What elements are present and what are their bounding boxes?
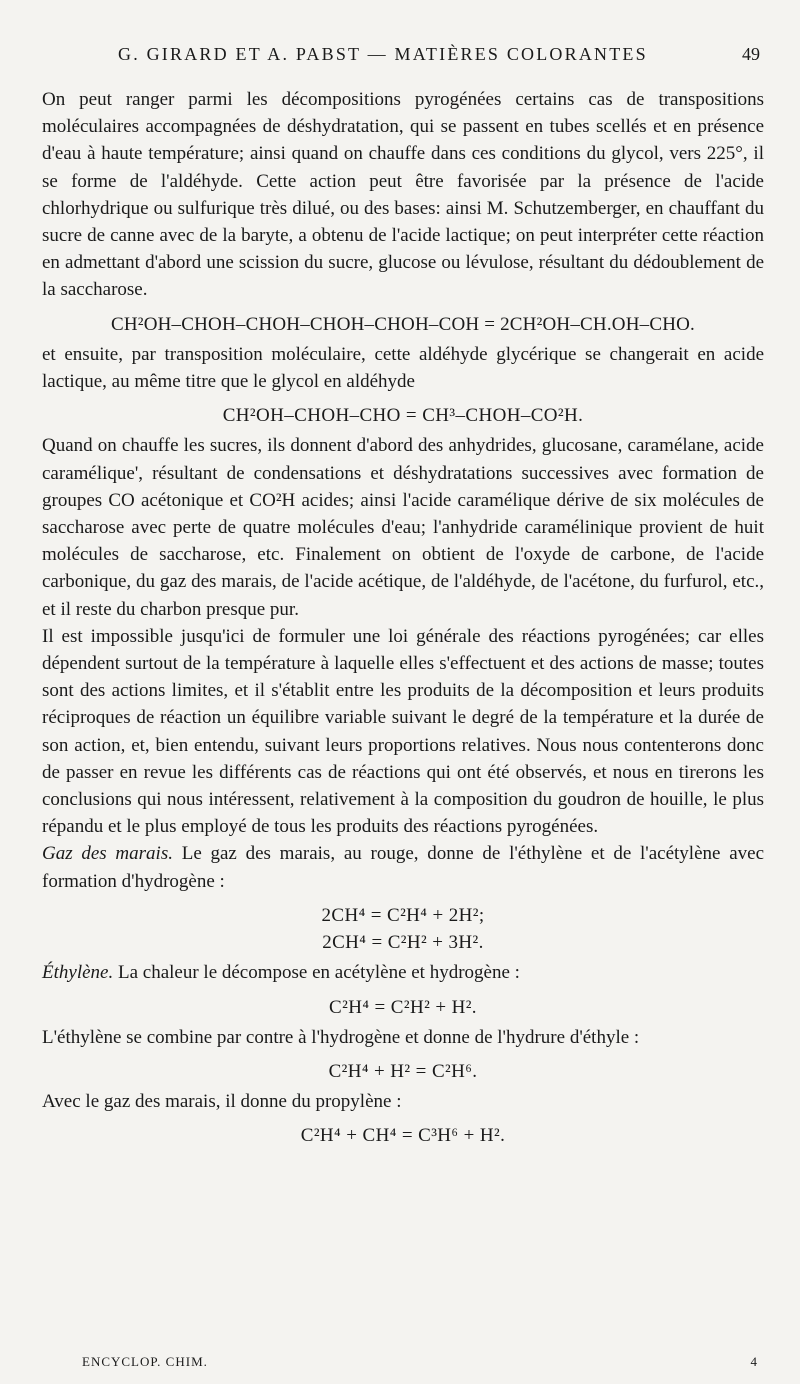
equation-sugar-split: CH²OH–CHOH–CHOH–CHOH–CHOH–COH = 2CH²OH–CH.OH–CHO.: [111, 313, 695, 335]
equation-methane-1: 2CH⁴ = C²H⁴ + 2H²;: [321, 904, 485, 926]
footer-signature: ENCYCLOP. CHIM.: [82, 1354, 208, 1369]
paragraph-3: Quand on chauffe les sucres, ils donnent d'abord des anhydrides, glucosane, caramélane, acide caramélique', résultant de condensations et déshydratations successives avec formation de groupes CO acétonique et CO²H acides; ainsi l'acide caramélique dérive de six molécules de saccharose avec perte de quatre molécules d'eau; l'anhydride caramélinique provient de huit molécules de saccharose, etc. Finalement on obtient de l'oxyde de carbone, de l'acide carbonique, du gaz des marais, de l'acide acétique, de l'aldéhyde, de l'acétone, du furfurol, etc., et il reste du charbon presque pur.: [42, 435, 764, 620]
equation-ethane: C²H⁴ + H² = C²H⁶.: [328, 1060, 478, 1082]
running-header: [118, 44, 760, 65]
paragraph-7: L'éthylène se combine par contre à l'hydrogène et donne de l'hydrure d'éthyle :: [42, 1026, 640, 1048]
equation-propylene: C²H⁴ + CH⁴ = C³H⁶ + H².: [300, 1125, 506, 1147]
equation-ethylene-decomp: C²H⁴ = C²H² + H².: [329, 996, 477, 1018]
paragraph-6: [42, 959, 764, 986]
paragraph-4: Il est impossible jusqu'ici de formuler une loi générale des réactions pyrogénées; car elles dépendent surtout de la température à laquelle elles s'effectuent et des actions de masse; toutes sont des actions limites, et il s'établit entre les produits de la décomposition et leurs produits réciproques de réaction un équilibre variable suivant le degré de la température et la durée de son action, et, bien entendu, suivant leurs proportions relatives. Nous nous contenterons donc de passer en revue les différents cas de réactions qui ont été observés, et nous en tirerons les conclusions qui nous intéressent, relativement à la composition du goudron de houille, le plus répandu et le plus employé de tous les produits des réactions pyrogénées.: [42, 625, 764, 838]
section-head-ethylene: Éthylène.: [42, 962, 114, 984]
running-title: G. GIRARD ET A. PABST — MATIÈRES COLORANTES: [118, 44, 648, 64]
paragraph-5-text: Le gaz des marais, au rouge, donne de l'éthylène et de l'acétylène avec formation d'hydrogène :: [42, 843, 764, 892]
paragraph-5: [42, 840, 764, 894]
paragraph-2: et ensuite, par transposition moléculaire, cette aldéhyde glycérique se changerait en acide lactique, au même titre que le glycol en aldéhyde: [42, 343, 764, 393]
equation-methane-2: 2CH⁴ = C²H² + 3H².: [322, 932, 484, 954]
equation-lactic: CH²OH–CHOH–CHO = CH³–CHOH–CO²H.: [222, 405, 584, 427]
page-body: [42, 86, 764, 1153]
footer-sheet-number: 4: [750, 1354, 758, 1369]
paragraph-1: On peut ranger parmi les décompositions pyrogénées certains cas de transpositions moléculaires accompagnées de déshydratation, qui se passent en tubes scellés et en présence d'eau à haute température; ainsi quand on chauffe dans ces conditions du glycol, vers 225°, il se forme de l'aldéhyde. Cette action peut être favorisée par la présence de l'acide chlorhydrique ou sulfurique très dilué, ou des bases: ainsi M. Schutzemberger, en chauffant du sucre de canne avec de la baryte, a obtenu de l'acide lactique; on peut interpréter cette réaction en admettant d'abord une scission du sucre, glucose ou lévulose, résultant du dédoublement de la saccharose.: [42, 89, 764, 301]
paragraph-6-text: La chaleur le décompose en acétylène et hydrogène :: [117, 962, 520, 984]
page-footer: [82, 1354, 758, 1370]
paragraph-8: Avec le gaz des marais, il donne du propylène :: [42, 1091, 402, 1113]
page-number: 49: [742, 44, 760, 64]
section-head-gaz-des-marais: Gaz des marais.: [42, 843, 173, 865]
